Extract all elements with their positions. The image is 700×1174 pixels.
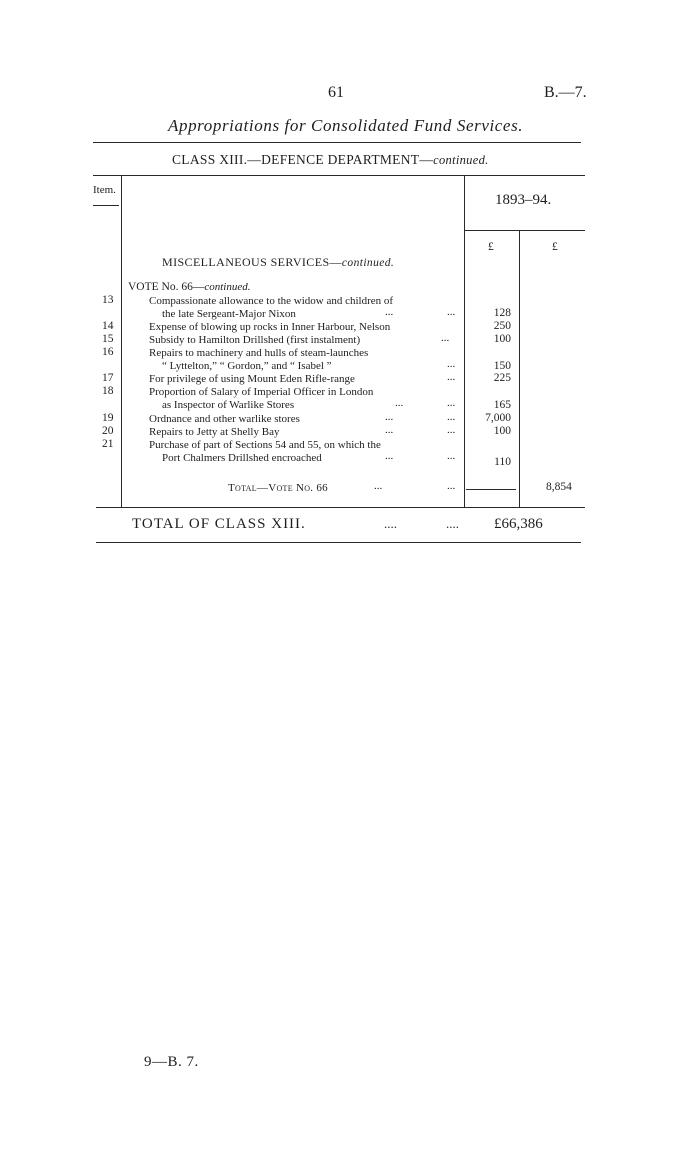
item-description: Ordnance and other warlike stores: [149, 413, 300, 425]
item-number: 18: [102, 385, 114, 397]
class-heading-continued: continued.: [433, 153, 489, 167]
rule-top: [93, 142, 581, 143]
item-amount: 100: [493, 425, 511, 437]
item-amount: 7,000: [485, 412, 511, 424]
vote-label: VOTE No. 66—: [128, 281, 205, 293]
leader-dots: ....: [446, 516, 459, 531]
item-description: For privilege of using Mount Eden Rifle-range: [149, 373, 355, 385]
item-number: 16: [102, 346, 114, 358]
leader-dots: ...: [385, 306, 394, 318]
item-description: Purchase of part of Sections 54 and 55, on which the: [149, 439, 381, 451]
item-number: 13: [102, 294, 114, 306]
item-column-header: Item.: [93, 184, 116, 196]
item-amount: 100: [493, 333, 511, 345]
class-total-label: TOTAL OF CLASS XIII.: [132, 516, 306, 532]
item-description: Expense of blowing up rocks in Inner Harbour, Nelson: [149, 321, 391, 333]
document-reference: B.—7.: [544, 84, 587, 101]
item-description: Repairs to machinery and hulls of steam-launches: [149, 347, 369, 359]
section-heading: [162, 255, 394, 270]
year-header-rule: [464, 230, 585, 231]
vote-continued: continued.: [204, 281, 251, 293]
item-number: 19: [102, 412, 114, 424]
leader-dots: ...: [447, 411, 456, 423]
leader-dots: ...: [447, 306, 456, 318]
total-column-divider: [519, 230, 520, 507]
item-number: 15: [102, 333, 114, 345]
class-total-amount: £66,386: [494, 516, 543, 532]
item-description: Repairs to Jetty at Shelly Bay: [149, 426, 280, 438]
rule-table-top: [93, 175, 585, 176]
leader-dots: ...: [447, 480, 456, 492]
item-amount: 150: [493, 360, 511, 372]
vote-total-label: Total—Vote No. 66: [228, 482, 328, 494]
item-description-cont: “ Lyttelton,” “ Gordon,” and “ Isabel ”: [162, 360, 332, 372]
leader-dots: ...: [385, 424, 394, 436]
year-header: 1893–94.: [495, 192, 552, 208]
rule-bottom: [96, 542, 581, 543]
item-description-cont: the late Sergeant-Major Nixon: [162, 308, 296, 320]
item-number: 14: [102, 320, 114, 332]
leader-dots: ...: [447, 450, 456, 462]
class-heading-main: CLASS XIII.—DEFENCE DEPARTMENT—: [172, 152, 434, 167]
item-column-divider: [121, 176, 122, 507]
class-heading: [172, 152, 489, 168]
item-description-cont: Port Chalmers Drillshed encroached: [162, 452, 322, 464]
vote-total-amount: 8,854: [546, 481, 572, 493]
item-amount: 165: [493, 399, 511, 411]
item-description-cont: as Inspector of Warlike Stores: [162, 399, 295, 411]
leader-dots: ...: [447, 358, 456, 370]
table-bottom-rule: [96, 507, 585, 508]
leader-dots: ...: [374, 480, 383, 492]
item-number: 21: [102, 438, 114, 450]
leader-dots: ...: [447, 397, 456, 409]
item-amount: 250: [493, 320, 511, 332]
page-title: Appropriations for Consolidated Fund Services.: [168, 116, 524, 135]
item-header-rule: [93, 205, 119, 206]
item-description: Subsidy to Hamilton Drillshed (first instalment): [149, 334, 361, 346]
vote-heading: [128, 281, 250, 293]
leader-dots: ...: [385, 450, 394, 462]
pound-sign-total: £: [552, 241, 558, 253]
subtotal-rule: [466, 489, 516, 490]
leader-dots: ...: [447, 371, 456, 383]
section-continued: continued.: [341, 257, 395, 269]
leader-dots: ....: [384, 516, 397, 531]
section-title: MISCELLANEOUS SERVICES—: [162, 255, 342, 269]
pound-sign-items: £: [488, 241, 494, 253]
leader-dots: ...: [385, 411, 394, 423]
item-description: Compassionate allowance to the widow and children of: [149, 295, 394, 307]
amount-column-divider: [464, 176, 465, 507]
leader-dots: ...: [447, 424, 456, 436]
leader-dots: ...: [395, 397, 404, 409]
item-amount: 128: [493, 307, 511, 319]
printer-signature: 9—B. 7.: [144, 1054, 199, 1070]
leader-dots: ...: [441, 332, 450, 344]
item-number: 17: [102, 372, 114, 384]
item-description: Proportion of Salary of Imperial Officer in London: [149, 386, 374, 398]
item-amount: 225: [493, 372, 511, 384]
item-amount: 110: [494, 456, 511, 468]
item-number: 20: [102, 425, 114, 437]
page-number: 61: [328, 84, 344, 101]
